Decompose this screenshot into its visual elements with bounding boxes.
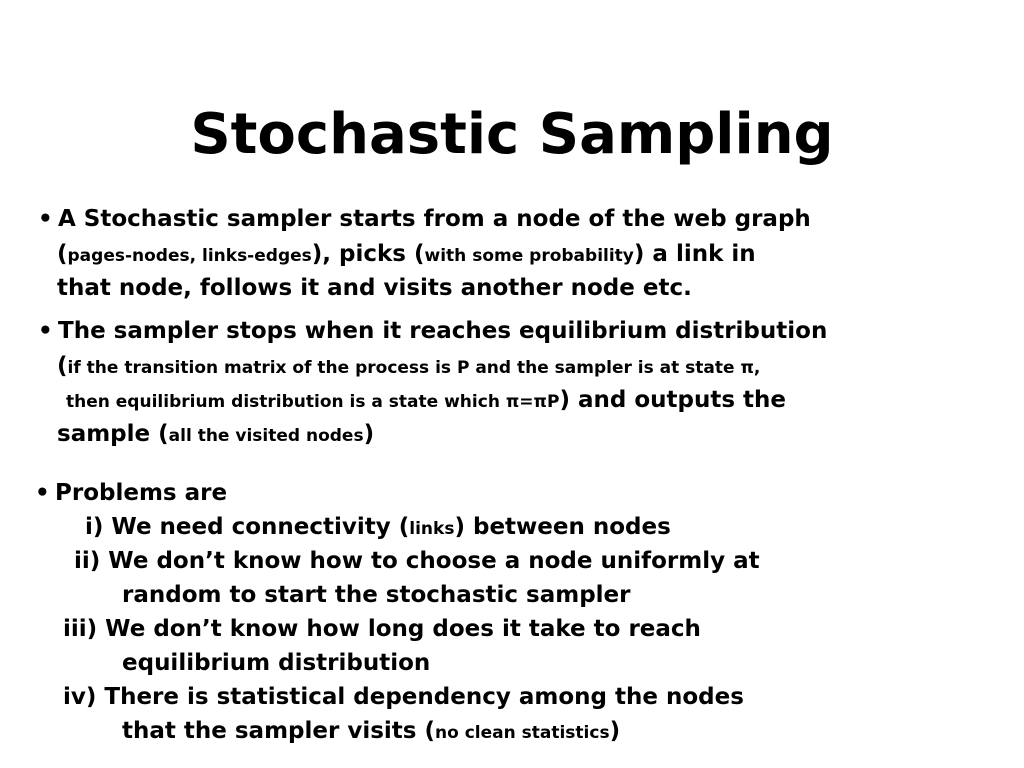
bullet2-paren-open: ( xyxy=(57,353,68,379)
problem-ii-text2: random to start the stochastic sampler xyxy=(122,582,631,608)
problem-ii-line1 xyxy=(74,544,760,578)
bullet1-line3 xyxy=(57,271,692,305)
problem-i-aside: links xyxy=(409,519,455,539)
problem-iv-text1: iv) There is statistical dependency among the nodes xyxy=(63,684,744,710)
bullet2-aside-visited: all the visited nodes xyxy=(168,426,364,446)
problem-iv-line1 xyxy=(63,680,744,714)
problem-ii-text1: ii) We don’t know how to choose a node uniformly at xyxy=(74,548,760,574)
problem-ii-line2 xyxy=(122,578,631,612)
problem-iv-text2: that the sampler visits ( xyxy=(122,718,435,744)
problem-i-end: ) between nodes xyxy=(454,514,671,540)
bullet2-aside-equilibrium: then equilibrium distribution is a state which π=πP xyxy=(66,392,560,412)
problem-iii-line1 xyxy=(63,612,701,646)
slide-title: Stochastic Sampling xyxy=(190,102,834,167)
bullet2-line3 xyxy=(66,383,786,419)
bullet2-outputs: ) and outputs the xyxy=(559,387,786,413)
problem-iv-end: ) xyxy=(609,718,621,744)
bullet2-text-line1: The sampler stops when it reaches equilibrium distribution xyxy=(58,318,828,344)
bullet1-link-in: ) a link in xyxy=(633,241,756,267)
bullet-icon: • xyxy=(38,318,53,344)
bullet3-heading xyxy=(35,476,227,510)
bullet1-line2 xyxy=(57,237,756,273)
problem-iii-text2: equilibrium distribution xyxy=(122,650,431,676)
bullet-icon: • xyxy=(35,480,50,506)
bullet1-text-line1: A Stochastic sampler starts from a node of the web graph xyxy=(58,206,811,232)
bullet1-picks: ), picks ( xyxy=(311,241,425,267)
bullet2-line1 xyxy=(38,314,827,348)
problem-iv-line2 xyxy=(122,714,620,750)
bullet-icon: • xyxy=(38,206,53,232)
bullet2-line2 xyxy=(57,349,760,385)
problem-i xyxy=(85,510,671,546)
problem-iii-line2 xyxy=(122,646,430,680)
bullet1-aside-pages: pages-nodes, links-edges xyxy=(67,246,312,266)
bullet2-paren-close: ) xyxy=(363,421,375,447)
bullet1-paren-open: ( xyxy=(57,241,68,267)
problem-i-text: i) We need connectivity ( xyxy=(85,514,410,540)
problem-iii-text1: iii) We don’t know how long does it take to reach xyxy=(63,616,701,642)
problem-iv-aside: no clean statistics xyxy=(435,723,610,743)
bullet2-sample: sample ( xyxy=(57,421,169,447)
bullet1-aside-probability: with some probability xyxy=(424,246,634,266)
bullet2-aside-transition: if the transition matrix of the process is P and the sampler is at state π, xyxy=(67,358,761,378)
bullet1-line1 xyxy=(38,202,811,236)
bullet3-heading-text: Problems are xyxy=(55,480,228,506)
bullet2-line4 xyxy=(57,417,374,453)
bullet1-text-line3: that node, follows it and visits another node etc. xyxy=(57,275,692,301)
